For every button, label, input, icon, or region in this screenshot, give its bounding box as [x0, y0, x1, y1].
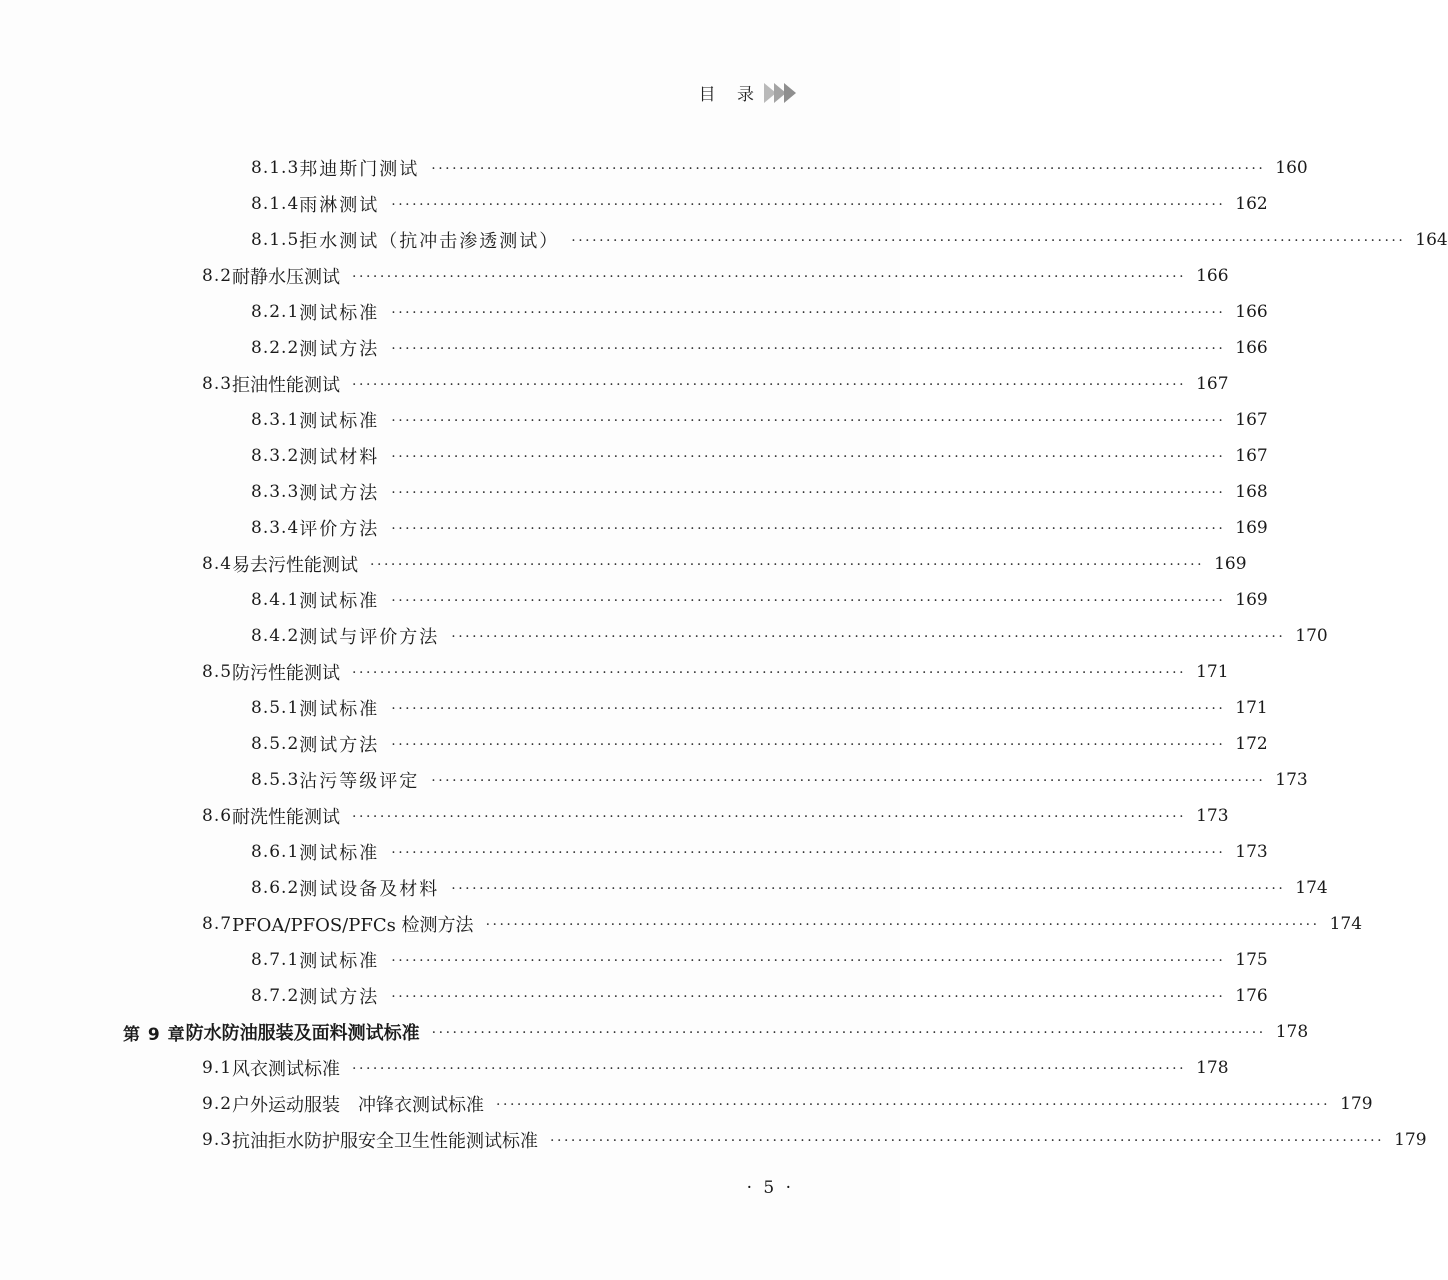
toc-leader-dots: ························································································································ — [391, 197, 1226, 213]
toc-entry-number: 8.1.5 — [251, 230, 300, 250]
toc-entry-page: 175 — [1235, 950, 1268, 970]
toc-entry-page: 178 — [1196, 1058, 1229, 1078]
toc-leader-dots: ························································································································ — [391, 989, 1226, 1005]
toc-entry-page: 172 — [1235, 734, 1268, 754]
toc-leader-dots: ························································································································ — [391, 845, 1226, 861]
toc-leader-dots: ························································································································ — [370, 557, 1205, 573]
toc-leader-dots: ························································································································ — [352, 809, 1187, 825]
toc-entry-number: 8.2 — [202, 266, 233, 286]
toc-entry-title: 测试设备及材料 — [299, 879, 440, 900]
toc-entry-number: 8.3.3 — [251, 482, 300, 502]
toc-entry-title: PFOA/PFOS/PFCs 检测方法 — [232, 915, 474, 936]
toc-entry-title: 测试标准 — [299, 411, 380, 432]
toc-entry[interactable] — [0, 546, 1247, 582]
toc-leader-dots: ························································································································ — [391, 341, 1226, 357]
toc-entry-number: 8.4 — [202, 554, 233, 574]
toc-entry-title: 测试方法 — [299, 987, 380, 1008]
toc-entry[interactable] — [0, 1050, 1229, 1086]
toc-entry-title: 防污性能测试 — [232, 663, 341, 684]
toc-entry-title: 测试标准 — [299, 843, 380, 864]
toc-entry-title: 抗油拒水防护服安全卫生性能测试标准 — [232, 1131, 539, 1152]
toc-leader-dots: ························································································································ — [451, 881, 1286, 897]
toc-entry-title: 易去污性能测试 — [232, 555, 359, 576]
toc-entry-number: 第 9 章 — [123, 1024, 186, 1045]
toc-entry-page: 167 — [1196, 374, 1229, 394]
toc-entry-page: 166 — [1235, 338, 1268, 358]
toc-entry-page: 173 — [1235, 842, 1268, 862]
toc-entry-page: 171 — [1196, 662, 1229, 682]
toc-entry-page: 169 — [1214, 554, 1247, 574]
toc-entry-page: 160 — [1275, 158, 1308, 178]
toc-entry-number: 8.2.2 — [251, 338, 300, 358]
toc-leader-dots: ························································································································ — [391, 413, 1226, 429]
toc-entry[interactable] — [0, 150, 1308, 186]
toc-entry[interactable] — [0, 186, 1268, 222]
toc-entry-number: 8.4.1 — [251, 590, 300, 610]
toc-leader-dots: ························································································································ — [352, 1061, 1187, 1077]
toc-entry[interactable] — [0, 438, 1268, 474]
toc-entry-number: 8.3.2 — [251, 446, 300, 466]
toc-entry-title: 测试材料 — [299, 447, 380, 468]
toc-entry-page: 164 — [1415, 230, 1448, 250]
toc-entry[interactable] — [0, 762, 1308, 798]
toc-entry-number: 8.6.2 — [251, 878, 300, 898]
toc-entry-page: 167 — [1235, 410, 1268, 430]
chevron-right-icon — [784, 83, 796, 103]
toc-entry-title: 户外运动服装 冲锋衣测试标准 — [232, 1095, 485, 1116]
toc-entry-title: 拒水测试（抗冲击渗透测试） — [299, 231, 560, 252]
toc-entry-title: 测试标准 — [299, 591, 380, 612]
toc-leader-dots: ························································································································ — [431, 1025, 1266, 1041]
toc-entry[interactable] — [0, 1122, 1427, 1158]
toc-entry-number: 8.5 — [202, 662, 233, 682]
toc-entry[interactable] — [0, 798, 1229, 834]
toc-entry-title: 测试与评价方法 — [299, 627, 440, 648]
toc-leader-dots: ························································································································ — [571, 233, 1406, 249]
toc-entry[interactable] — [0, 258, 1229, 294]
toc-entry-title: 测试标准 — [299, 699, 380, 720]
toc-entry-title: 耐洗性能测试 — [232, 807, 341, 828]
toc-entry-title: 评价方法 — [299, 519, 380, 540]
toc-entry-page: 178 — [1275, 1022, 1309, 1042]
toc-leader-dots: ························································································································ — [391, 449, 1226, 465]
toc-entry-title: 测试标准 — [299, 951, 380, 972]
toc-entry[interactable] — [0, 978, 1268, 1014]
toc-entry-title: 沾污等级评定 — [299, 771, 420, 792]
toc-entry[interactable] — [0, 834, 1268, 870]
toc-entry[interactable] — [0, 618, 1328, 654]
toc-entry-number: 8.4.2 — [251, 626, 300, 646]
toc-leader-dots: ························································································································ — [391, 485, 1226, 501]
toc-entry-title: 测试标准 — [299, 303, 380, 324]
toc-leader-dots: ························································································································ — [352, 377, 1187, 393]
toc-entry[interactable] — [0, 690, 1268, 726]
toc-entry-page: 169 — [1235, 590, 1268, 610]
header-chevrons — [764, 83, 794, 103]
toc-entry[interactable] — [0, 1086, 1373, 1122]
toc-entry-title: 雨淋测试 — [299, 195, 380, 216]
toc-entry-page: 169 — [1235, 518, 1268, 538]
toc-entry-title: 拒油性能测试 — [232, 375, 341, 396]
toc-entry-page: 179 — [1340, 1094, 1373, 1114]
toc-entry[interactable] — [0, 222, 1448, 258]
toc-entry-number: 8.5.3 — [251, 770, 300, 790]
toc-entry[interactable] — [0, 906, 1363, 942]
toc-entry-title: 耐静水压测试 — [232, 267, 341, 288]
toc-entry-number: 9.2 — [202, 1094, 233, 1114]
toc-entry-number: 8.2.1 — [251, 302, 300, 322]
toc-leader-dots: ························································································································ — [352, 665, 1187, 681]
table-of-contents — [0, 150, 1448, 1158]
toc-entry-number: 8.1.4 — [251, 194, 300, 214]
toc-entry-number: 8.7.2 — [251, 986, 300, 1006]
header-title: 目 录 — [698, 85, 762, 105]
toc-entry-page: 174 — [1295, 878, 1328, 898]
toc-entry-page: 173 — [1196, 806, 1229, 826]
toc-entry-number: 9.1 — [202, 1058, 233, 1078]
toc-entry-number: 9.3 — [202, 1130, 233, 1150]
toc-entry-title: 测试方法 — [299, 483, 380, 504]
toc-entry-number: 8.5.2 — [251, 734, 300, 754]
toc-entry-page: 171 — [1235, 698, 1268, 718]
toc-entry[interactable] — [0, 366, 1229, 402]
toc-entry-number: 8.7.1 — [251, 950, 300, 970]
toc-entry[interactable] — [0, 726, 1268, 762]
toc-leader-dots: ························································································································ — [496, 1097, 1331, 1113]
toc-entry-number: 8.5.1 — [251, 698, 300, 718]
toc-entry-number: 8.1.3 — [251, 158, 300, 178]
toc-entry-page: 170 — [1295, 626, 1328, 646]
toc-entry-title: 邦迪斯门测试 — [299, 159, 420, 180]
toc-entry-number: 8.6 — [202, 806, 233, 826]
toc-entry-page: 174 — [1329, 914, 1363, 934]
toc-entry-title: 风衣测试标准 — [232, 1059, 341, 1080]
toc-entry[interactable] — [0, 654, 1229, 690]
toc-entry-number: 8.3.1 — [251, 410, 300, 430]
toc-entry-page: 173 — [1275, 770, 1308, 790]
toc-entry[interactable] — [0, 402, 1268, 438]
toc-leader-dots: ························································································································ — [391, 737, 1226, 753]
toc-entry-page: 179 — [1394, 1130, 1427, 1150]
toc-entry[interactable] — [0, 1014, 1309, 1050]
toc-leader-dots: ························································································································ — [391, 701, 1226, 717]
toc-leader-dots: ························································································································ — [352, 269, 1187, 285]
toc-leader-dots: ························································································································ — [431, 161, 1266, 177]
toc-entry[interactable] — [0, 330, 1268, 366]
toc-entry-page: 168 — [1235, 482, 1268, 502]
toc-leader-dots: ························································································································ — [391, 521, 1226, 537]
toc-entry-page: 176 — [1235, 986, 1268, 1006]
toc-entry-number: 8.6.1 — [251, 842, 300, 862]
toc-entry[interactable] — [0, 582, 1268, 618]
toc-entry-page: 166 — [1196, 266, 1229, 286]
toc-entry-page: 162 — [1235, 194, 1268, 214]
toc-leader-dots: ························································································································ — [550, 1133, 1385, 1149]
toc-entry-number: 8.3.4 — [251, 518, 300, 538]
toc-entry-page: 166 — [1235, 302, 1268, 322]
toc-entry-title: 测试方法 — [299, 735, 380, 756]
toc-entry[interactable] — [0, 942, 1268, 978]
toc-leader-dots: ························································································································ — [391, 305, 1226, 321]
toc-entry[interactable] — [0, 294, 1268, 330]
running-header — [699, 80, 794, 105]
toc-entry-number: 8.7 — [202, 914, 233, 934]
toc-leader-dots: ························································································································ — [391, 953, 1226, 969]
toc-leader-dots: ························································································································ — [485, 917, 1320, 933]
toc-entry-number: 8.3 — [202, 374, 233, 394]
toc-leader-dots: ························································································································ — [451, 629, 1286, 645]
toc-entry-page: 167 — [1235, 446, 1268, 466]
toc-entry[interactable] — [0, 474, 1268, 510]
toc-leader-dots: ························································································································ — [431, 773, 1266, 789]
toc-entry-title: 测试方法 — [299, 339, 380, 360]
toc-entry-title: 防水防油服装及面料测试标准 — [185, 1023, 420, 1044]
toc-entry[interactable] — [0, 510, 1268, 546]
page-number: · 5 · — [746, 1178, 794, 1198]
toc-entry[interactable] — [0, 870, 1328, 906]
toc-leader-dots: ························································································································ — [391, 593, 1226, 609]
